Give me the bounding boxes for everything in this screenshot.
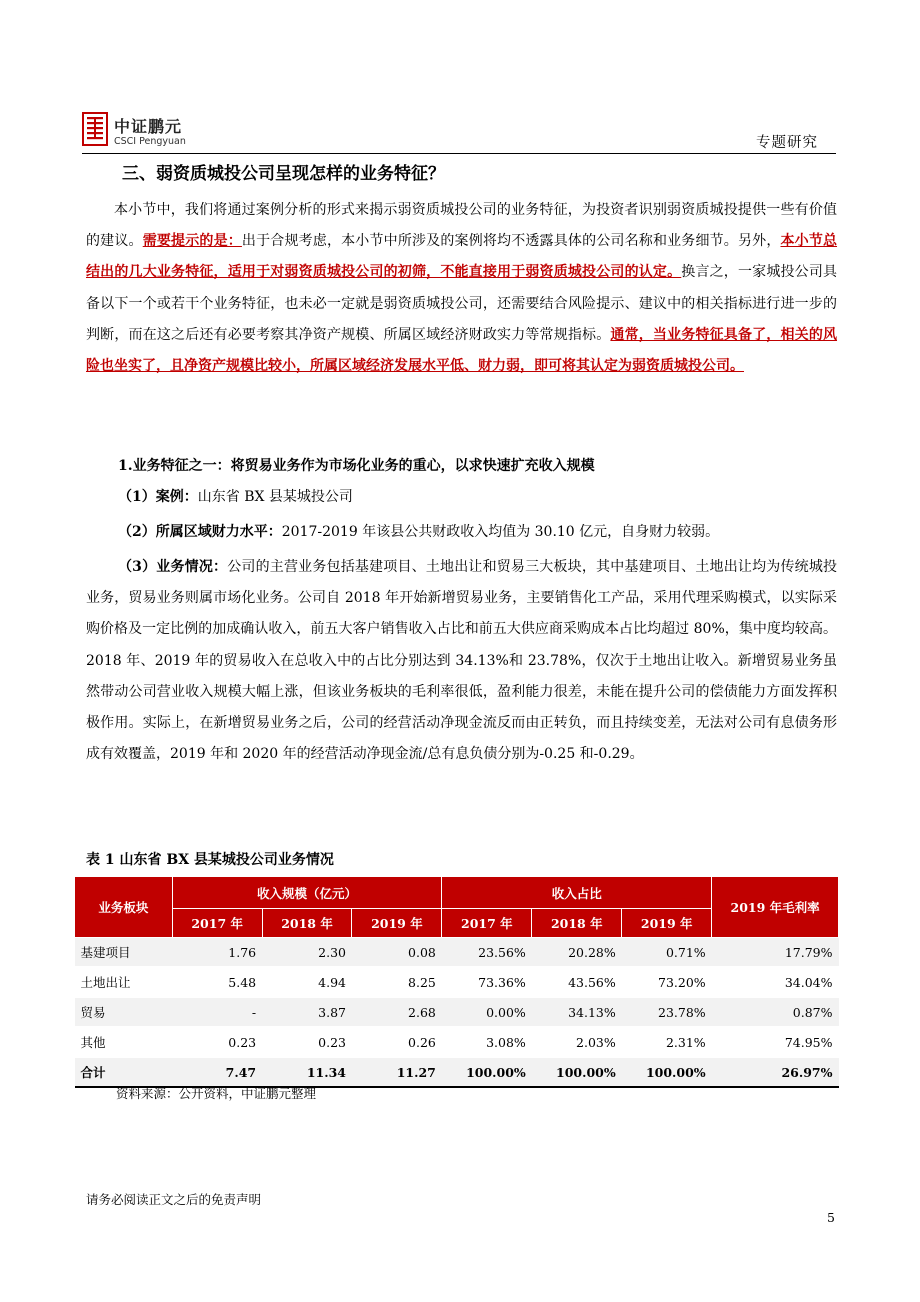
table-row — [75, 1027, 839, 1057]
header-year: 2019 年 — [352, 909, 442, 938]
header-share-group: 收入占比 — [442, 877, 712, 909]
cell: 0.00% — [442, 997, 532, 1027]
business-value: 公司的主营业务包括基建项目、土地出让和贸易三大板块，其中基建项目、土地出让均为传统城投业务，贸易业务则属市场化业务。公司自 2018 年开始新增贸易业务，主要销售化工产品，采用代理采购模式，以实际采购价格及一定比例的加成确认收入，前五大客户销售收入占比和前五大供应商采购成本占比均超过 80%，集中度均较高。2018 年、2019 年的贸易收入在总收入中的占比分别达到 34.13%和 23.78%，仅次于土地出让收入。新增贸易业务虽然带动公司营业收入规模大幅上涨，但该业务板块的毛利率很低，盈利能力很差，未能在提升公司的偿债能力方面发挥积极作用。实际上，在新增贸易业务之后，公司的经营活动净现金流反而由正转负，而且持续变差，无法对公司有息债务形成有效覆盖，2019 年和 2020 年的经营活动净现金流/总有息负债分别为-0.25 和-0.29。 — [86, 559, 838, 763]
cell: 3.87 — [262, 997, 352, 1027]
cell: 73.36% — [442, 967, 532, 997]
row-name: 合计 — [75, 1057, 173, 1087]
header-revenue-group: 收入规模（亿元） — [172, 877, 442, 909]
table-title: 表 1 山东省 BX 县某城投公司业务情况 — [86, 852, 334, 868]
cell: 100.00% — [442, 1057, 532, 1087]
cell: 11.27 — [352, 1057, 442, 1087]
case-value: 山东省 BX 县某城投公司 — [197, 489, 353, 505]
intro-highlight-2: 本小节总结出的几大业务特征，适用于对弱资质城投公司的初筛，不能直接用于弱资质城投公司的认定。 — [86, 233, 838, 281]
cell: 0.87% — [712, 997, 839, 1027]
logo-chinese-name: 中证鹏元 — [114, 117, 183, 136]
cell: 43.56% — [532, 967, 622, 997]
cell: 2.30 — [262, 938, 352, 968]
header-margin: 2019 年毛利率 — [712, 877, 839, 938]
table-source: 资料来源：公开资料，中证鹏元整理 — [116, 1086, 317, 1101]
cell: 23.56% — [442, 938, 532, 968]
table-row — [75, 967, 839, 997]
cell: 0.26 — [352, 1027, 442, 1057]
cell: 23.78% — [622, 997, 712, 1027]
row-name: 基建项目 — [75, 938, 173, 968]
cell: 73.20% — [622, 967, 712, 997]
cell: 0.23 — [262, 1027, 352, 1057]
cell: 0.71% — [622, 938, 712, 968]
cell: 2.31% — [622, 1027, 712, 1057]
table-row — [75, 997, 839, 1027]
cell: 8.25 — [352, 967, 442, 997]
section-title: 三、弱资质城投公司呈现怎样的业务特征？ — [122, 164, 445, 184]
cell: 11.34 — [262, 1057, 352, 1087]
case-label: （1）案例： — [118, 489, 198, 505]
cell: 74.95% — [712, 1027, 839, 1057]
feature-1-heading — [118, 451, 869, 482]
header-segment: 业务板块 — [75, 877, 173, 938]
row-name: 贸易 — [75, 997, 173, 1027]
csci-logo-icon — [82, 112, 108, 146]
row-name: 土地出让 — [75, 967, 173, 997]
header-year: 2017 年 — [172, 909, 262, 938]
cell: 17.79% — [712, 938, 839, 968]
cell: 0.08 — [352, 938, 442, 968]
intro-highlight-3: 通常，当业务特征具备了，相关的风险也坐实了，且净资产规模比较小，所属区域经济发展水平低、财力弱，即可将其认定为弱资质城投公司。 — [86, 326, 838, 375]
cell: 100.00% — [532, 1057, 622, 1087]
page-header — [82, 112, 842, 154]
header-year: 2017 年 — [442, 909, 532, 938]
fiscal-label: （2）所属区域财力水平： — [118, 524, 282, 540]
cell: 34.04% — [712, 967, 839, 997]
business-table — [74, 876, 839, 1088]
header-year: 2018 年 — [262, 909, 352, 938]
disclaimer-note: 请务必阅读正文之后的免责声明 — [86, 1192, 262, 1207]
cell: 34.13% — [532, 997, 622, 1027]
business-paragraph — [86, 552, 837, 770]
logo-english-name: CSCI Pengyuan — [114, 136, 186, 147]
cell: 3.08% — [442, 1027, 532, 1057]
cell: 1.76 — [172, 938, 262, 968]
intro-text-2: 出于合规考虑，本小节中所涉及的案例将均不透露具体的公司名称和业务细节。另外， — [241, 233, 781, 250]
header-divider — [82, 153, 836, 154]
page-number: 5 — [827, 1210, 835, 1225]
table-row — [75, 938, 839, 968]
intro-text-3: 换言之，一家城投公司具备以下一个或若干个业务特征，也未必一定就是弱资质城投公司，还需要结合风险提示、建议中的相关指标进行进一步的判断，而在这之后还有必要考察其净资产规模、所属区域经济财政实力等常规指标。 — [86, 264, 838, 343]
cell: 100.00% — [622, 1057, 712, 1087]
intro-text-1: 本小节中，我们将通过案例分析的形式来揭示弱资质城投公司的业务特征，为投资者识别弱资质城投提供一些有价值的建议。 — [86, 202, 837, 250]
row-name: 其他 — [75, 1027, 173, 1057]
feature-1-title: 1.业务特征之一：将贸易业务作为市场化业务的重心，以求快速扩充收入规模 — [118, 458, 595, 474]
fiscal-value: 2017-2019 年该县公共财政收入均值为 30.10 亿元，自身财力较弱。 — [281, 524, 720, 540]
case-line — [118, 482, 869, 513]
business-label: （3）业务情况： — [118, 559, 228, 575]
cell: 26.97% — [712, 1057, 839, 1087]
header-year: 2019 年 — [622, 909, 712, 938]
cell: 2.68 — [352, 997, 442, 1027]
cell: 2.03% — [532, 1027, 622, 1057]
cell: 0.23 — [172, 1027, 262, 1057]
cell: 7.47 — [172, 1057, 262, 1087]
cell: 20.28% — [532, 938, 622, 968]
intro-paragraph — [86, 195, 837, 382]
cell: - — [172, 997, 262, 1027]
intro-highlight-1: 需要提示的是： — [142, 233, 242, 250]
cell: 4.94 — [262, 967, 352, 997]
table-total-row — [75, 1057, 839, 1087]
section-label: 专题研究 — [756, 135, 818, 151]
header-year: 2018 年 — [532, 909, 622, 938]
fiscal-line — [118, 517, 869, 548]
cell: 5.48 — [172, 967, 262, 997]
